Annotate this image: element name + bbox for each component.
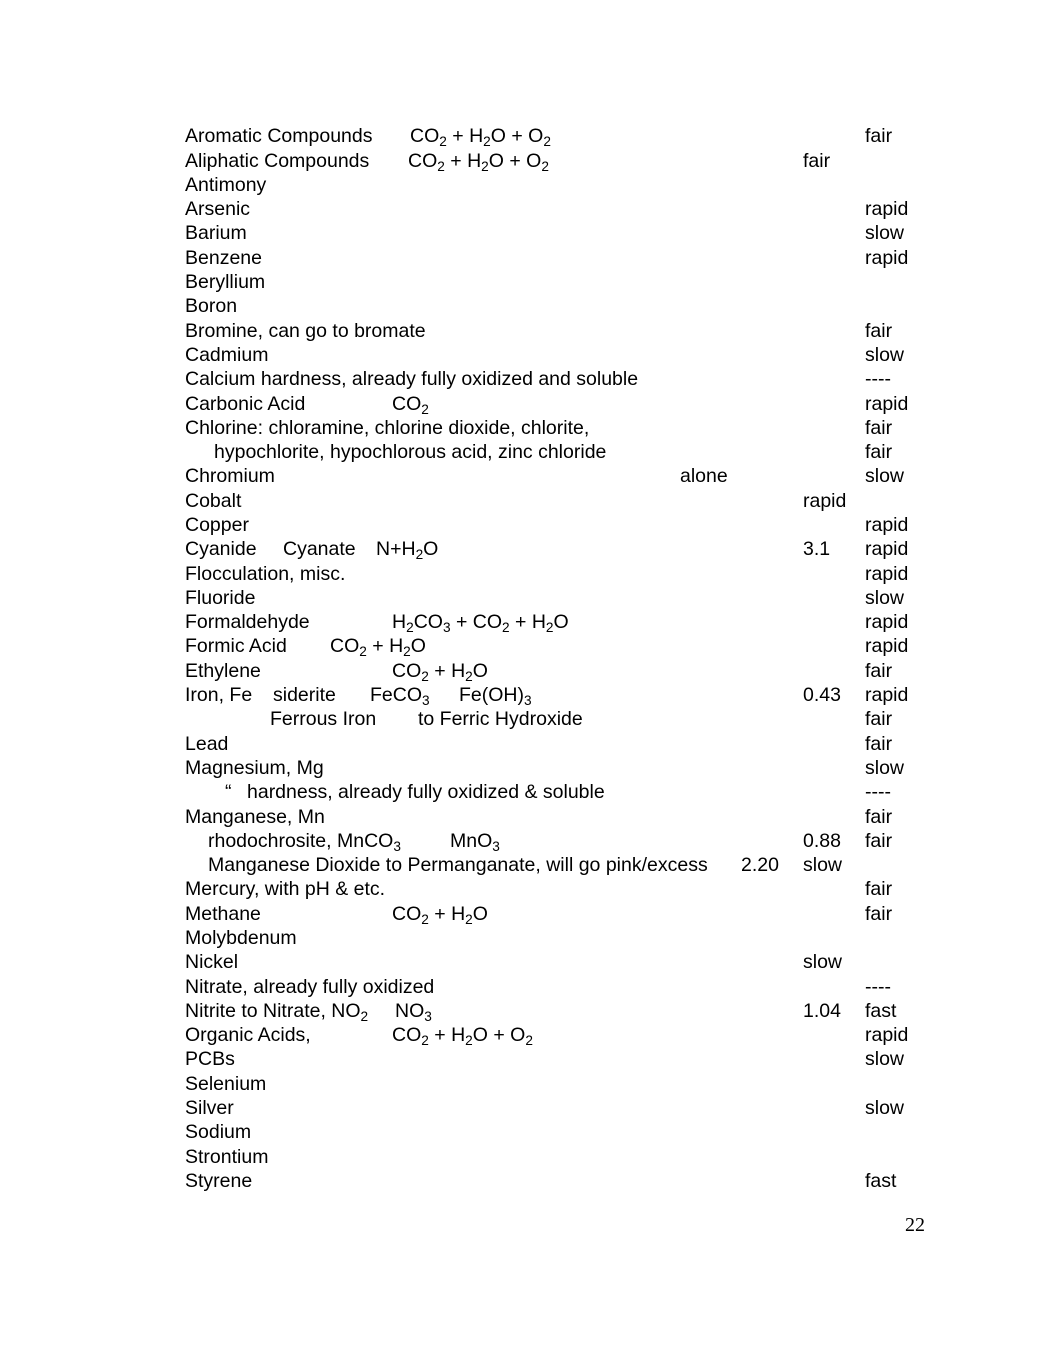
row-name: Sodium (185, 1121, 252, 1143)
row-name: Nickel (185, 951, 239, 973)
table-row (0, 149, 1050, 173)
row-rate: rapid (865, 198, 909, 220)
table-row (0, 1047, 1050, 1071)
table-row (0, 975, 1050, 999)
row-name: Ferrous Iron (270, 708, 377, 730)
row-note: alone (680, 465, 728, 487)
row-rate: fair (865, 733, 893, 755)
row-name: Methane (185, 903, 261, 925)
table-row (0, 610, 1050, 634)
row-rate: fair (865, 830, 893, 852)
row-rate: slow (803, 854, 843, 876)
row-name: Fluoride (185, 587, 256, 609)
table-row (0, 829, 1050, 853)
row-name: Organic Acids, (185, 1024, 311, 1046)
row-rate: rapid (865, 514, 909, 536)
row-name: Iron, Fe (185, 684, 253, 706)
row-rate: fair (865, 806, 893, 828)
row-rate: rapid (865, 247, 909, 269)
row-name: Manganese, Mn (185, 806, 325, 828)
table-row (0, 440, 1050, 464)
row-name: Cobalt (185, 490, 242, 512)
row-name: Ethylene (185, 660, 261, 682)
row-name: Magnesium, Mg (185, 757, 324, 779)
row-rate: fair (865, 708, 893, 730)
row-name: PCBs (185, 1048, 235, 1070)
table-row (0, 999, 1050, 1023)
row-formula: $CO_2$ (392, 393, 429, 418)
table-row (0, 537, 1050, 561)
row-name: Molybdenum (185, 927, 297, 949)
row-rate: slow (865, 587, 905, 609)
table-row (0, 1072, 1050, 1096)
row-formula: $NO_3$ (395, 1000, 432, 1025)
row-name: Cyanide (185, 538, 257, 560)
row-rate: fair (865, 417, 893, 439)
table-row (0, 683, 1050, 707)
row-name: Nitrite to Nitrate, $NO_2$ (185, 1000, 369, 1025)
row-name: hypochlorite, hypochlorous acid, zinc chloride (214, 441, 607, 463)
table-row (0, 756, 1050, 780)
table-row (0, 513, 1050, 537)
table-row (0, 950, 1050, 974)
table-row (0, 367, 1050, 391)
row-name: Antimony (185, 174, 267, 196)
row-name: Copper (185, 514, 249, 536)
table-row (0, 805, 1050, 829)
row-formula: $CO_2 + H_2O + O_2$ (410, 125, 551, 150)
row-name: Mercury, with pH & etc. (185, 878, 386, 900)
row-rate: slow (865, 222, 905, 244)
table-row (0, 489, 1050, 513)
table-row (0, 877, 1050, 901)
row-name: Lead (185, 733, 229, 755)
row-rate: ---- (865, 976, 891, 998)
row-name: Arsenic (185, 198, 251, 220)
table-row (0, 416, 1050, 440)
row-name: Silver (185, 1097, 234, 1119)
row-rate: slow (803, 951, 843, 973)
row-name: “ (225, 781, 232, 803)
row-formula: MnO$_3$ (450, 830, 500, 855)
table-row (0, 586, 1050, 610)
row-rate: slow (865, 344, 905, 366)
row-name: Chromium (185, 465, 275, 487)
table-row (0, 634, 1050, 658)
table-row (0, 343, 1050, 367)
row-name: Formic Acid (185, 635, 287, 657)
row-rate: fair (803, 150, 831, 172)
row-name: Formaldehyde (185, 611, 310, 633)
row-rate: slow (865, 1048, 905, 1070)
row-formula: $H_2CO_3 + CO_2 + H_2O$ (392, 611, 569, 636)
row-rate: fair (865, 878, 893, 900)
row-rate: fast (865, 1000, 897, 1022)
table-row (0, 659, 1050, 683)
table-row (0, 319, 1050, 343)
table-row (0, 562, 1050, 586)
row-formula: $CO_2 + H_2O$ (392, 903, 488, 928)
table-row (0, 392, 1050, 416)
table-row (0, 1023, 1050, 1047)
row-rate: slow (865, 1097, 905, 1119)
table-row (0, 1169, 1050, 1193)
table-row (0, 294, 1050, 318)
row-formula: $CO_2 + H_2O$ (330, 635, 426, 660)
row-name: Manganese Dioxide to Permanganate, will go pink/excess (208, 854, 708, 876)
row-value: 3.1 (803, 538, 831, 560)
row-value: 2.20 (741, 854, 779, 876)
table-row (0, 780, 1050, 804)
row-detail: hardness, already fully oxidized & soluble (247, 781, 605, 803)
row-name: rhodochrosite, MnCO$_3$ (208, 830, 401, 855)
row-name: Barium (185, 222, 247, 244)
row-name: Cadmium (185, 344, 269, 366)
row-rate: rapid (865, 1024, 909, 1046)
row-name: Selenium (185, 1073, 267, 1095)
table-row (0, 1120, 1050, 1144)
table-row (0, 1096, 1050, 1120)
row-formula: $CO_2 + H_2O + O_2$ (392, 1024, 533, 1049)
row-name: Beryllium (185, 271, 266, 293)
table-row (0, 1145, 1050, 1169)
table-row (0, 707, 1050, 731)
row-value: 0.43 (803, 684, 841, 706)
table-row (0, 270, 1050, 294)
row-rate: fair (865, 903, 893, 925)
row-formula: $CO_2 + H_2O$ (392, 660, 488, 685)
row-detail: Cyanate (283, 538, 356, 560)
row-rate: slow (865, 757, 905, 779)
table-row (0, 173, 1050, 197)
row-name: Carbonic Acid (185, 393, 306, 415)
row-name: Bromine, can go to bromate (185, 320, 426, 342)
row-formula: FeCO$_3$ (370, 684, 430, 709)
page-number: 22 (905, 1214, 925, 1236)
row-name: Aliphatic Compounds (185, 150, 370, 172)
row-formula: $CO_2 + H_2O + O_2$ (408, 150, 549, 175)
table-row (0, 926, 1050, 950)
table-row (0, 853, 1050, 877)
row-rate: ---- (865, 368, 891, 390)
row-rate: fair (865, 441, 893, 463)
row-name: Strontium (185, 1146, 269, 1168)
row-rate: rapid (865, 684, 909, 706)
table-row (0, 221, 1050, 245)
row-name: Aromatic Compounds (185, 125, 373, 147)
table-row (0, 902, 1050, 926)
row-name: Styrene (185, 1170, 253, 1192)
table-row (0, 246, 1050, 270)
row-formula: to Ferric Hydroxide (418, 708, 583, 730)
row-name: Benzene (185, 247, 262, 269)
row-rate: fast (865, 1170, 897, 1192)
row-name: Boron (185, 295, 238, 317)
row-product: $Fe(OH)_3$ (459, 684, 532, 709)
row-name: Nitrate, already fully oxidized (185, 976, 435, 998)
row-rate: rapid (865, 563, 909, 585)
row-rate: ---- (865, 781, 891, 803)
row-value: 0.88 (803, 830, 841, 852)
table-row (0, 732, 1050, 756)
row-rate: rapid (865, 611, 909, 633)
row-rate: rapid (865, 393, 909, 415)
row-value: 1.04 (803, 1000, 841, 1022)
row-detail: siderite (273, 684, 336, 706)
row-name: Calcium hardness, already fully oxidized and soluble (185, 368, 639, 390)
row-rate: rapid (865, 635, 909, 657)
row-formula: $N+H_2O$ (376, 538, 439, 563)
table-row (0, 464, 1050, 488)
row-rate: slow (865, 465, 905, 487)
table-row (0, 124, 1050, 148)
row-rate: fair (865, 320, 893, 342)
table-row (0, 197, 1050, 221)
row-name: Chlorine: chloramine, chlorine dioxide, chlorite, (185, 417, 590, 439)
row-rate: rapid (865, 538, 909, 560)
row-rate: rapid (803, 490, 847, 512)
row-name: Flocculation, misc. (185, 563, 346, 585)
row-rate: fair (865, 660, 893, 682)
row-rate: fair (865, 125, 893, 147)
